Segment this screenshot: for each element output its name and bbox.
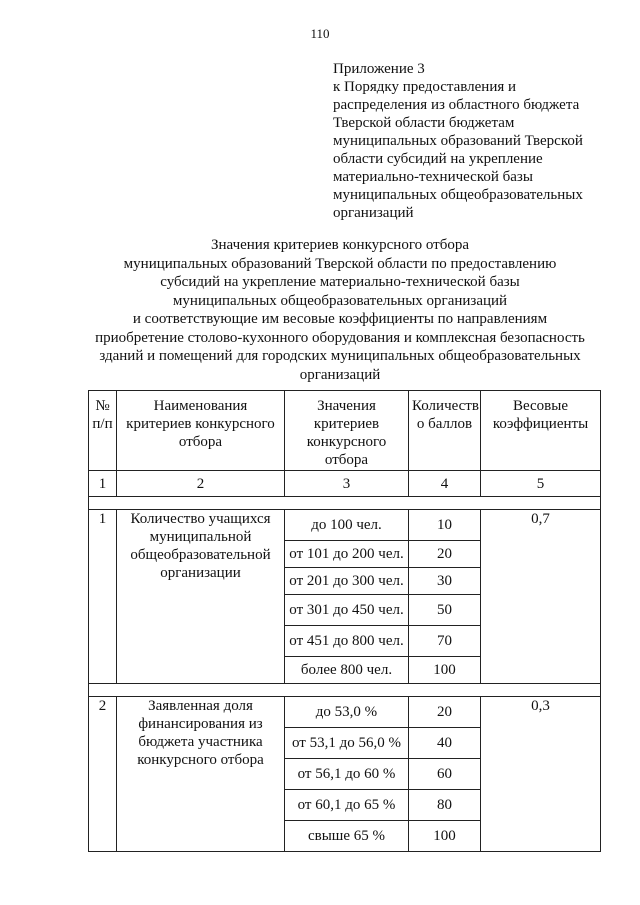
criterion-points: 20 — [409, 541, 481, 568]
spacer-cell — [89, 497, 601, 510]
criterion-points: 100 — [409, 821, 481, 852]
header-cell-weights: Весовые коэффициенты — [481, 391, 601, 471]
table-row — [89, 697, 601, 728]
criterion-points: 70 — [409, 626, 481, 657]
criterion-value: от 56,1 до 60 % — [285, 759, 409, 790]
criterion-value: от 301 до 450 чел. — [285, 595, 409, 626]
criterion-value: более 800 чел. — [285, 657, 409, 684]
criterion-weight: 0,7 — [481, 510, 601, 684]
criterion-value: от 101 до 200 чел. — [285, 541, 409, 568]
appendix-line: распределения из областного бюджета — [333, 97, 580, 113]
appendix-note — [333, 60, 623, 222]
header-cell-criterion-values: Значения критериев конкурсного отбора — [285, 391, 409, 471]
criterion-name: Заявленная доля финансирования из бюджета участника конкурсного отбора — [117, 697, 285, 852]
criterion-points: 20 — [409, 697, 481, 728]
title-line: муниципальных образований Тверской области по предоставлению — [123, 255, 557, 272]
criterion-value: от 201 до 300 чел. — [285, 568, 409, 595]
appendix-line: материально-технической базы — [333, 169, 533, 185]
criterion-points: 40 — [409, 728, 481, 759]
criterion-number: 2 — [89, 697, 117, 852]
header-cell-points: Количеств о баллов — [409, 391, 481, 471]
criterion-points: 80 — [409, 790, 481, 821]
column-number: 3 — [285, 471, 409, 497]
column-number: 1 — [89, 471, 117, 497]
criterion-points: 100 — [409, 657, 481, 684]
criterion-value: от 53,1 до 56,0 % — [285, 728, 409, 759]
title-line: Значения критериев конкурсного отбора — [210, 237, 470, 253]
header-cell-number: № п/п — [89, 391, 117, 471]
column-number: 5 — [481, 471, 601, 497]
appendix-line: муниципальных общеобразовательных — [333, 187, 583, 203]
document-title — [40, 236, 640, 384]
criterion-number: 1 — [89, 510, 117, 684]
appendix-line: к Порядку предоставления и — [333, 79, 517, 95]
criterion-points: 60 — [409, 759, 481, 790]
criteria-table — [88, 390, 601, 852]
page-number: 110 — [310, 26, 330, 41]
appendix-line: муниципальных образований Тверской — [333, 133, 583, 149]
title-line: зданий и помещений для городских муниципальных общеобразовательных — [99, 348, 581, 364]
table-row — [89, 510, 601, 541]
column-number: 2 — [117, 471, 285, 497]
column-number: 4 — [409, 471, 481, 497]
criterion-value: от 451 до 800 чел. — [285, 626, 409, 657]
criterion-name: Количество учащихся муниципальной общеобразовательной организации — [117, 510, 285, 684]
column-number-row — [89, 471, 601, 497]
title-line: муниципальных общеобразовательных организаций — [172, 292, 508, 309]
appendix-line: области субсидий на укрепление — [333, 151, 543, 167]
appendix-line: организаций — [333, 205, 414, 221]
table-header-row — [89, 391, 601, 471]
criterion-weight: 0,3 — [481, 697, 601, 852]
criterion-value: до 53,0 % — [285, 697, 409, 728]
title-line: организаций — [299, 366, 381, 383]
criterion-value: от 60,1 до 65 % — [285, 790, 409, 821]
appendix-line: Приложение 3 — [333, 61, 425, 77]
table-spacer-row — [89, 684, 601, 697]
table-spacer-row — [89, 497, 601, 510]
criterion-value: свыше 65 % — [285, 821, 409, 852]
criterion-points: 50 — [409, 595, 481, 626]
header-cell-criterion-name: Наименования критериев конкурсного отбора — [117, 391, 285, 471]
title-line: приобретение столово-кухонного оборудования и комплексная безопасность — [95, 329, 585, 346]
criterion-points: 10 — [409, 510, 481, 541]
appendix-line: Тверской области бюджетам — [333, 115, 515, 131]
spacer-cell — [89, 684, 601, 697]
title-line: субсидий на укрепление материально-технической базы — [160, 274, 520, 290]
criterion-points: 30 — [409, 568, 481, 595]
criterion-value: до 100 чел. — [285, 510, 409, 541]
title-line: и соответствующие им весовые коэффициенты по направлениям — [132, 311, 548, 327]
